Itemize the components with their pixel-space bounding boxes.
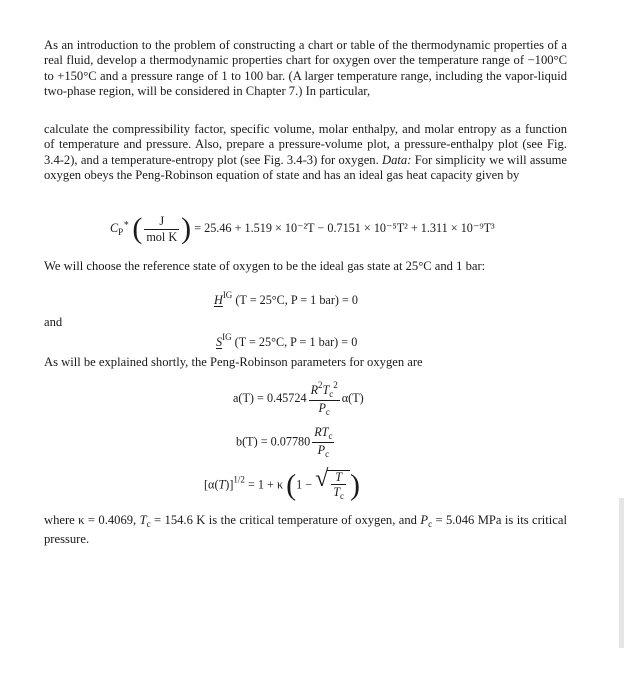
cp-units-numerator: J: [144, 215, 179, 229]
closing-pc-text: = 5.046 MPa is its critical pressure.: [44, 513, 567, 547]
a-rhs: α(T): [341, 390, 364, 405]
a-parameter-equation: a(T) = 0.45724 $\frac{R^2T_c^2}{P_c}$ α(T): [233, 380, 364, 417]
entropy-reference-rhs: (T = 25°C, P = 1 bar) = 0: [234, 335, 358, 349]
entropy-reference-equation: $S^{IG}$ (T = 25°C, P = 1 bar) = 0: [216, 332, 358, 349]
enthalpy-reference-rhs: (T = 25°C, P = 1 bar) = 0: [235, 293, 359, 307]
cp-units-denominator: mol K: [146, 229, 178, 244]
calculation-paragraph: [44, 122, 567, 184]
heat-capacity-equation: $C_P^∗$ ( $\frac{J}{\text{mol K}}$ ) = 25.46 + 1.519 × 10⁻²T − 0.7151 × 10⁻⁵T² + 1.311 × 10⁻⁹T³: [110, 212, 495, 245]
calculation-text: calculate the compressibility factor, specific volume, molar enthalpy, and molar entropy as a function of temperature and pressure. Also, prepare a pressure-volume plot, a pressure-enthalpy plot (see Fig. 3.4-2), and a temperature-entropy plot (see Fig. 3.4-3) for oxygen.: [44, 122, 567, 167]
b-lhs: b(T) = 0.07780: [236, 434, 311, 449]
scrollbar[interactable]: [619, 498, 624, 648]
intro-paragraph: As an introduction to the problem of constructing a chart or table of the thermodynamic properties of a real fluid, develop a thermodynamic properties chart for oxygen over the temperature range of −100°C to +150°C and a pressure range of 1 to 100 bar. (A larger temperature range, including the vapor-liquid two-phase region, will be considered in Chapter 7.) In particular,: [44, 38, 567, 99]
closing-paragraph: where κ = 0.4069, $T_c = 154.6$ K is the critical temperature of oxygen, and $P_c = 5.046$ MPa is its critical pressure.: [44, 513, 567, 547]
alpha-lhs: = 1 + κ: [247, 477, 284, 492]
pr-intro-paragraph: As will be explained shortly, the Peng-Robinson parameters for oxygen are: [44, 355, 423, 369]
and-text: and: [44, 315, 63, 329]
alpha-equation: $[\alpha(T)]^{1/2} = 1 + \kappa$ (1 − √ $\frac{T}{T_c}$ ): [204, 466, 360, 502]
enthalpy-reference-equation: $H^{IG}$ (T = 25°C, P = 1 bar) = 0: [214, 290, 359, 307]
a-lhs: a(T) = 0.45724: [233, 390, 307, 405]
data-label: Data:: [382, 152, 412, 167]
cp-rhs: = 25.46 + 1.519 × 10⁻²T − 0.7151 × 10⁻⁵T² + 1.311 × 10⁻⁹T³: [194, 220, 495, 235]
closing-tc-text: = 154.6 K is the critical temperature of oxygen, and: [150, 513, 421, 527]
closing-kappa: where κ = 0.4069,: [44, 513, 140, 527]
b-parameter-equation: b(T) = 0.07780 $\frac{RT_c}{P_c}$: [236, 425, 333, 459]
data-text: For simplicity we will assume oxygen obeys the Peng-Robinson equation of state and has an ideal gas heat capacity given by: [44, 152, 567, 183]
reference-paragraph: We will choose the reference state of oxygen to be the ideal gas state at 25°C and 1 bar:: [44, 259, 486, 273]
